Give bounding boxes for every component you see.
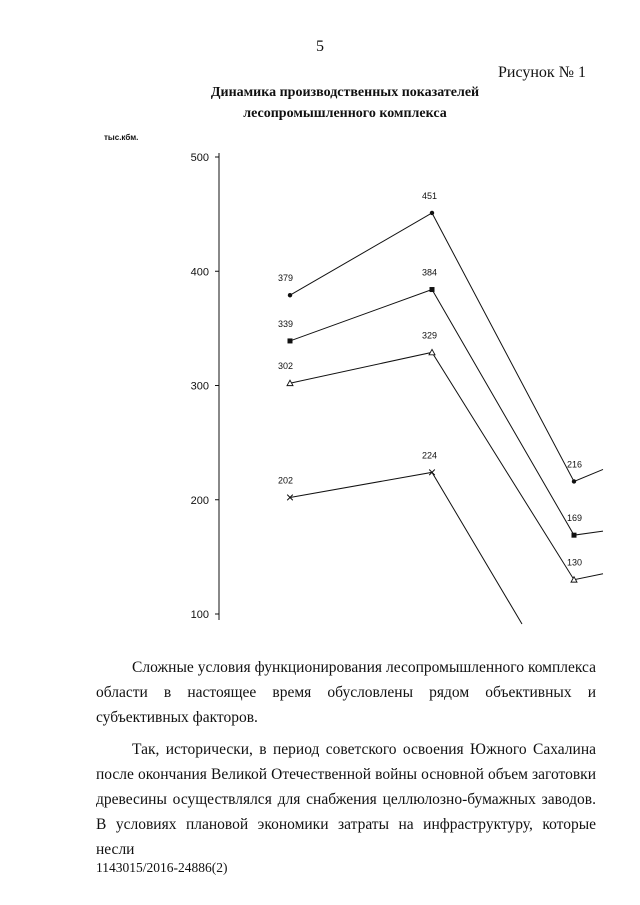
chart-title-line-1: Динамика производственных показателей <box>210 85 480 100</box>
data-label: 302 <box>278 361 294 372</box>
data-label: 329 <box>422 330 438 341</box>
y-axis-unit-label: тыс.кбм. <box>104 133 139 142</box>
data-label: 224 <box>422 450 438 461</box>
data-label: 169 <box>567 513 583 524</box>
data-point <box>430 287 435 292</box>
chart-title-line-2: лесопромышленного комплекса <box>243 106 447 121</box>
data-point <box>429 349 435 354</box>
series-line-3 <box>290 352 603 579</box>
document-id: 1143015/2016-24886(2) <box>96 860 228 875</box>
body-text <box>96 655 596 869</box>
data-label: 384 <box>422 267 438 278</box>
figure-label: Рисунок № 1 <box>498 64 586 81</box>
data-point <box>430 211 434 215</box>
page-number: 5 <box>316 38 324 55</box>
y-tick-label: 200 <box>190 494 209 507</box>
data-label: 379 <box>278 273 294 284</box>
series-line-2 <box>290 290 603 536</box>
data-label: 202 <box>278 475 294 486</box>
y-tick-label: 300 <box>190 380 209 393</box>
data-label: 451 <box>422 190 438 201</box>
data-label: 339 <box>278 318 294 329</box>
paragraph-1: Сложные условия функционирования лесопромышленного комплекса области в настоящее время обусловлены рядом объективных и субъективных факторов. <box>96 659 596 726</box>
data-point <box>288 293 292 297</box>
data-label: 216 <box>567 459 583 470</box>
series-line-4 <box>290 472 522 624</box>
paragraph-2: Так, исторически, в период советского освоения Южного Сахалина после окончания Великой Отечественной войны основной объем заготовки древесины осуществлялся для снабжения целлюлозно-бумажных заводов. В условиях плановой экономики затраты на инфраструктуру, которые несли <box>96 741 596 858</box>
data-label: 130 <box>567 557 583 568</box>
y-tick-label: 100 <box>190 609 209 621</box>
series-line-1 <box>290 213 603 481</box>
data-point <box>572 479 576 483</box>
data-point <box>288 338 293 343</box>
y-tick-label: 500 <box>190 152 209 164</box>
y-tick-label: 400 <box>190 266 209 279</box>
data-point <box>572 533 577 538</box>
